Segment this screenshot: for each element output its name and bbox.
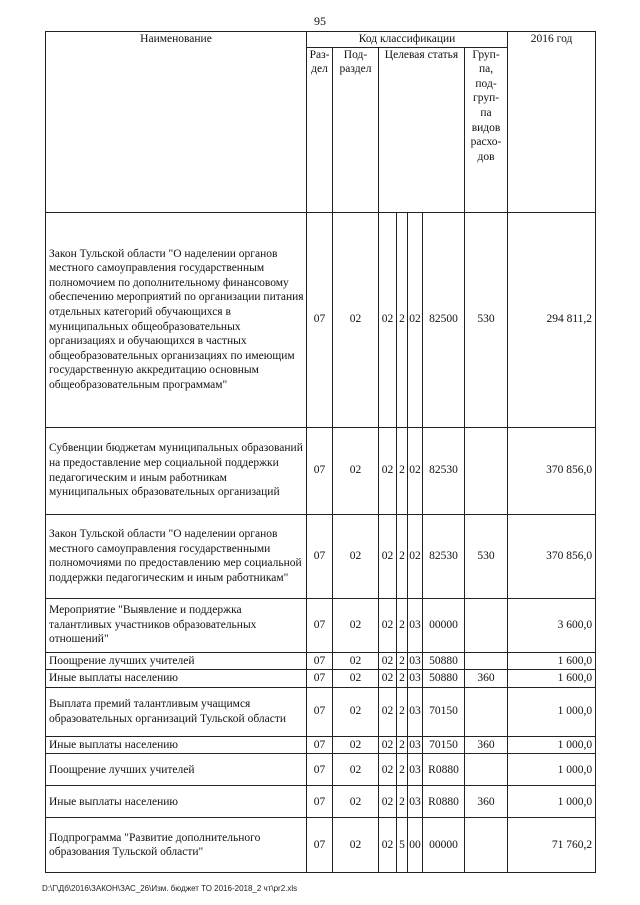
row-target-program: 02: [379, 598, 397, 652]
row-target-subprogram: 2: [397, 427, 408, 514]
table-row: [46, 427, 596, 514]
row-name: Иные выплаты населению: [46, 670, 307, 688]
row-target-program: 02: [379, 786, 397, 818]
row-target-subprogram: 2: [397, 754, 408, 786]
row-target-program: 02: [379, 736, 397, 754]
row-subsection: 02: [333, 786, 379, 818]
row-target-program: 02: [379, 212, 397, 427]
row-subsection: 02: [333, 514, 379, 598]
table-row: [46, 687, 596, 736]
row-name: Иные выплаты населению: [46, 736, 307, 754]
row-target-code: 50880: [423, 670, 465, 688]
row-name: Закон Тульской области "О наделении органов местного самоуправления государственными полномочиями по предоставлению мер социальной поддержки педагогическим и иным работникам": [46, 514, 307, 598]
row-target-event: 00: [408, 818, 423, 873]
row-name: Подпрограмма "Развитие дополнительного образования Тульской области": [46, 818, 307, 873]
row-expense-group: [465, 598, 508, 652]
row-section: 07: [307, 786, 333, 818]
row-amount: 3 600,0: [508, 598, 596, 652]
header-section-text: Раз- дел: [309, 48, 330, 76]
row-target-subprogram: 2: [397, 687, 408, 736]
table-row: [46, 598, 596, 652]
row-target-program: 02: [379, 427, 397, 514]
row-target-event: 02: [408, 212, 423, 427]
header-name: Наименование: [46, 32, 307, 213]
row-target-event: 03: [408, 652, 423, 670]
row-amount: 370 856,0: [508, 427, 596, 514]
row-amount: 1 600,0: [508, 652, 596, 670]
row-target-code: 50880: [423, 652, 465, 670]
row-amount: 1 600,0: [508, 670, 596, 688]
row-name: Выплата премий талантливым учащимся образовательных организаций Тульской области: [46, 687, 307, 736]
row-amount: 71 760,2: [508, 818, 596, 873]
table-row: [46, 786, 596, 818]
row-target-event: 02: [408, 514, 423, 598]
header-group: [465, 47, 508, 212]
row-target-program: 02: [379, 670, 397, 688]
row-subsection: 02: [333, 427, 379, 514]
header-classification: Код классификации: [307, 32, 508, 48]
row-section: 07: [307, 652, 333, 670]
table-row: [46, 514, 596, 598]
table-row: [46, 670, 596, 688]
row-target-code: 00000: [423, 598, 465, 652]
row-target-subprogram: 2: [397, 514, 408, 598]
row-target-event: 02: [408, 427, 423, 514]
row-name: Мероприятие "Выявление и поддержка талантливых участников образовательных отношений": [46, 598, 307, 652]
row-target-code: R0880: [423, 786, 465, 818]
row-target-subprogram: 2: [397, 598, 408, 652]
row-section: 07: [307, 687, 333, 736]
header-group-text: Груп- па, под- груп- па видов расхо- дов: [470, 48, 502, 163]
row-amount: 1 000,0: [508, 687, 596, 736]
row-subsection: 02: [333, 212, 379, 427]
row-target-program: 02: [379, 514, 397, 598]
row-target-event: 03: [408, 687, 423, 736]
header-subsection-text: Под- раздел: [339, 48, 372, 76]
row-subsection: 02: [333, 754, 379, 786]
row-target-code: 82500: [423, 212, 465, 427]
row-target-code: 70150: [423, 687, 465, 736]
row-target-code: 82530: [423, 427, 465, 514]
table-row: [46, 818, 596, 873]
row-amount: 1 000,0: [508, 754, 596, 786]
row-target-code: 82530: [423, 514, 465, 598]
row-subsection: 02: [333, 598, 379, 652]
row-expense-group: 360: [465, 736, 508, 754]
row-name: Иные выплаты населению: [46, 786, 307, 818]
row-expense-group: [465, 754, 508, 786]
row-target-code: 00000: [423, 818, 465, 873]
row-expense-group: 530: [465, 514, 508, 598]
header-year: 2016 год: [508, 32, 596, 213]
row-section: 07: [307, 818, 333, 873]
row-name: Субвенции бюджетам муниципальных образований на предоставление мер социальной поддержки педагогическим и иным работникам муниципальных образовательных организаций: [46, 427, 307, 514]
row-expense-group: 530: [465, 212, 508, 427]
row-expense-group: [465, 818, 508, 873]
row-section: 07: [307, 670, 333, 688]
row-name: Закон Тульской области "О наделении органов местного самоуправления государственным полномочием по дополнительному финансовому обеспечению мероприятий по организации питания отдельных категорий обучающихся в муниципальных общеобразовательных организациях и обучающихся в частных общеобразовательных организациях по имеющим государственную аккредитацию основным общеобразовательным программам": [46, 212, 307, 427]
row-target-event: 03: [408, 736, 423, 754]
row-name: Поощрение лучших учителей: [46, 754, 307, 786]
row-expense-group: [465, 652, 508, 670]
row-target-subprogram: 2: [397, 212, 408, 427]
row-subsection: 02: [333, 670, 379, 688]
row-target-program: 02: [379, 818, 397, 873]
table-row: [46, 212, 596, 427]
row-target-subprogram: 5: [397, 818, 408, 873]
footer-filepath: D:\Г\Дб\2016\ЗАКОН\ЗАС_26\Изм. бюджет ТО 2016-2018_2 чт\pr2.xls: [42, 884, 298, 893]
row-amount: 1 000,0: [508, 736, 596, 754]
row-expense-group: [465, 687, 508, 736]
header-target: Целевая статья: [379, 47, 465, 212]
row-amount: 1 000,0: [508, 786, 596, 818]
row-subsection: 02: [333, 652, 379, 670]
row-target-program: 02: [379, 652, 397, 670]
row-section: 07: [307, 598, 333, 652]
row-target-code: 70150: [423, 736, 465, 754]
header-section: [307, 47, 333, 212]
row-target-event: 03: [408, 598, 423, 652]
row-section: 07: [307, 514, 333, 598]
table-row: [46, 652, 596, 670]
budget-table: [45, 31, 596, 873]
row-target-subprogram: 2: [397, 652, 408, 670]
row-section: 07: [307, 736, 333, 754]
table-row: [46, 754, 596, 786]
row-name: Поощрение лучших учителей: [46, 652, 307, 670]
row-subsection: 02: [333, 736, 379, 754]
row-target-program: 02: [379, 687, 397, 736]
row-section: 07: [307, 212, 333, 427]
row-target-subprogram: 2: [397, 786, 408, 818]
row-section: 07: [307, 754, 333, 786]
row-amount: 370 856,0: [508, 514, 596, 598]
row-expense-group: 360: [465, 786, 508, 818]
row-expense-group: 360: [465, 670, 508, 688]
row-subsection: 02: [333, 687, 379, 736]
row-expense-group: [465, 427, 508, 514]
row-target-event: 03: [408, 670, 423, 688]
row-target-code: R0880: [423, 754, 465, 786]
header-subsection: [333, 47, 379, 212]
row-section: 07: [307, 427, 333, 514]
row-target-subprogram: 2: [397, 736, 408, 754]
row-target-program: 02: [379, 754, 397, 786]
row-target-subprogram: 2: [397, 670, 408, 688]
row-target-event: 03: [408, 754, 423, 786]
row-amount: 294 811,2: [508, 212, 596, 427]
row-target-event: 03: [408, 786, 423, 818]
row-subsection: 02: [333, 818, 379, 873]
table-row: [46, 736, 596, 754]
page-number: 95: [314, 14, 326, 28]
